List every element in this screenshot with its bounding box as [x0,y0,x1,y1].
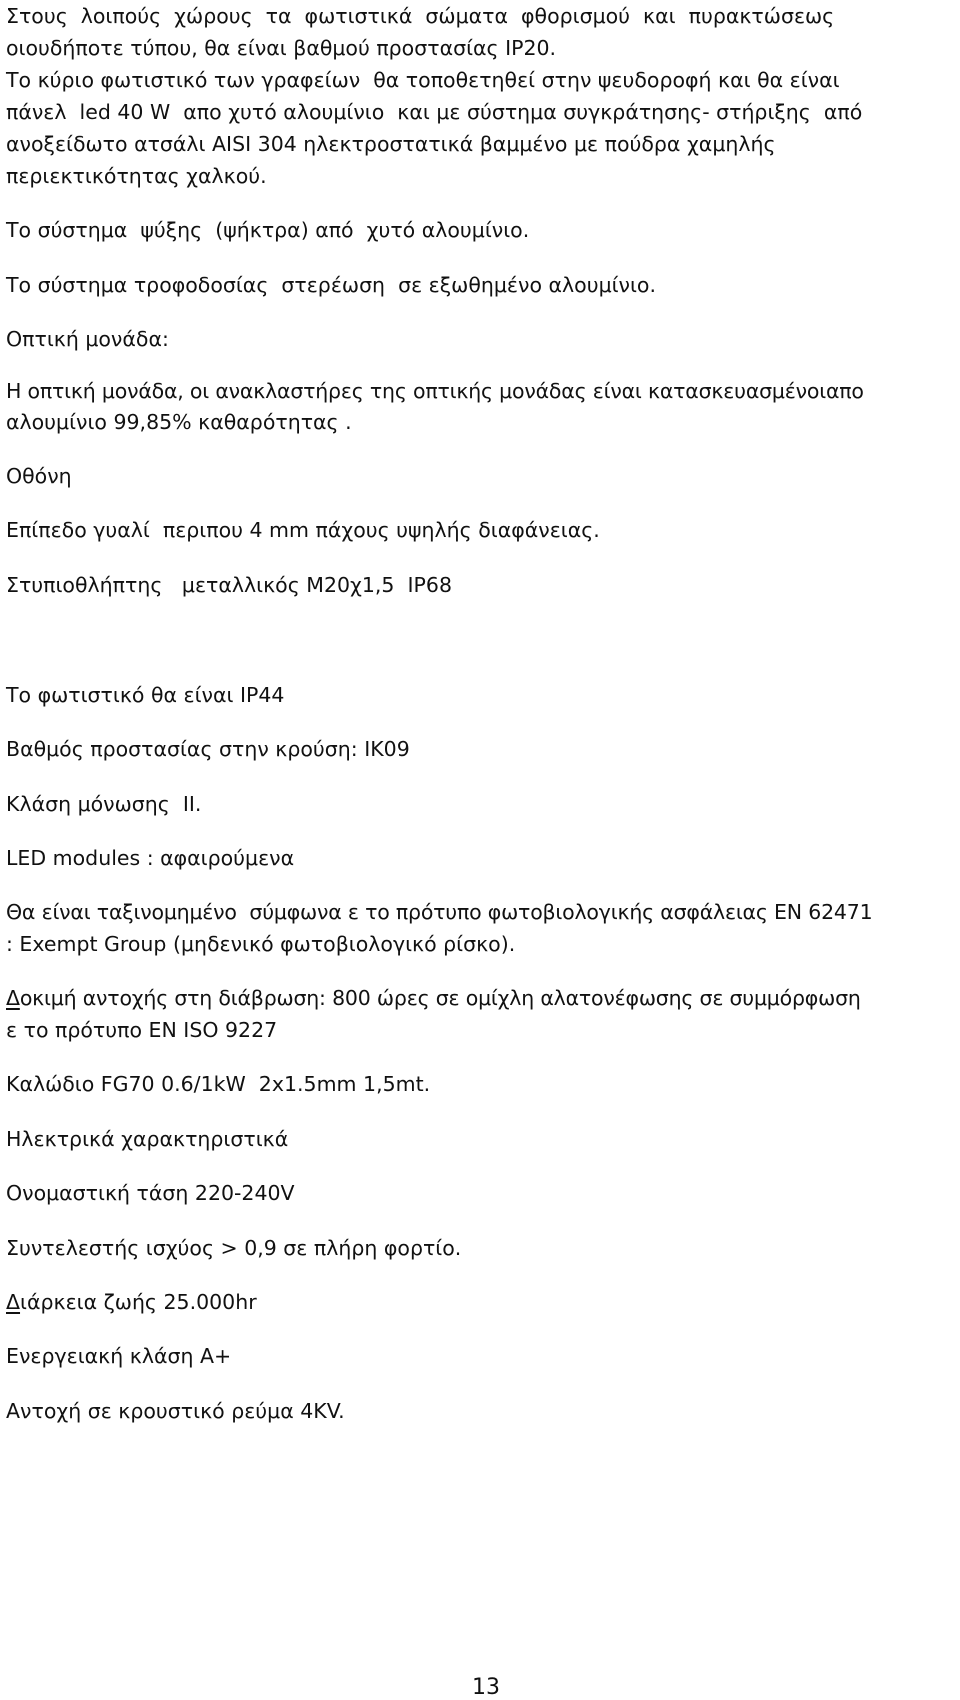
cooling-line: Το σύστημα ψύξης (ψήκτρα) από χυτό αλουμίνιο. [6,218,530,242]
lifetime-line [6,1286,257,1318]
optical-unit-line-1: Η οπτική μονάδα, οι ανακλαστήρες της οπτικής μονάδας είναι κατασκευασμένοιαπο [6,379,864,403]
photobio-line-1: Θα είναι ταξινομημένο σύμφωνα ε το πρότυπο φωτοβιολογικής ασφάλειας EN 62471 [6,900,873,924]
screen-heading: Οθόνη [6,464,72,488]
body-line-6: περιεκτικότητας χαλκού. [6,164,267,188]
lifetime-line-rest: ιάρκεια ζωής 25.000hr [20,1290,257,1314]
electrical-heading: Ηλεκτρικά χαρακτηριστικά [6,1127,289,1151]
voltage-line: Ονομαστική τάση 220-240V [6,1181,295,1205]
body-line-2: οιουδήποτε τύπου, θα είναι βαθμού προστασίας IP20. [6,36,557,60]
gland-line: Στυπιοθλήπτης μεταλλικός M20χ1,5 IP68 [6,573,452,597]
insulation-line: Κλάση μόνωσης II. [6,792,202,816]
surge-line: Αντοχή σε κρουστικό ρεύμα 4KV. [6,1399,345,1423]
body-line-5: ανοξείδωτο ατσάλι AISI 304 ηλεκτροστατικά βαμμένο με πούδρα χαμηλής [6,132,776,156]
corrosion-line-1 [6,982,861,1014]
optical-unit-heading: Οπτική μονάδα: [6,327,169,351]
document-page [6,0,956,1699]
led-modules-line: LED modules : αφαιρούμενα [6,846,295,870]
power-supply-line: Το σύστημα τροφοδοσίας στερέωση σε εξωθημένο αλουμίνιο. [6,273,656,297]
body-line-1: Στους λοιπούς χώρους τα φωτιστικά σώματα φθορισμού και πυρακτώσεως [6,4,835,28]
impact-line: Βαθμός προστασίας στην κρούση: IK09 [6,737,410,761]
energy-class-line: Ενεργειακή κλάση Α+ [6,1344,232,1368]
corrosion-line-2: ε το πρότυπο EN ISO 9227 [6,1018,278,1042]
screen-text: Επίπεδο γυαλί περιπου 4 mm πάχους υψηλής διαφάνειας. [6,518,600,542]
cable-line: Καλώδιο FG70 0.6/1kW 2x1.5mm 1,5mt. [6,1072,431,1096]
power-factor-line: Συντελεστής ισχύος > 0,9 σε πλήρη φορτίο. [6,1236,462,1260]
ip-rating-line: Το φωτιστικό θα είναι IP44 [6,683,285,707]
optical-unit-line-2: αλουμίνιο 99,85% καθαρότητας . [6,410,352,434]
body-line-4: πάνελ led 40 W απο χυτό αλουμίνιο και με σύστημα συγκράτησης- στήριξης από [6,100,863,124]
photobio-line-2: : Exempt Group (μηδενικό φωτοβιολογικό ρίσκο). [6,932,516,956]
body-line-3: Το κύριο φωτιστικό των γραφείων θα τοποθετηθεί στην ψευδοροφή και θα είναι [6,68,840,92]
page-number: 13 [472,1675,500,1700]
corrosion-line-1-rest: οκιμή αντοχής στη διάβρωση: 800 ώρες σε ομίχλη αλατονέφωσης σε συμμόρφωση [19,986,861,1010]
lifetime-first-letter: Δ [6,1290,21,1314]
corrosion-first-letter: Δ [6,986,20,1010]
